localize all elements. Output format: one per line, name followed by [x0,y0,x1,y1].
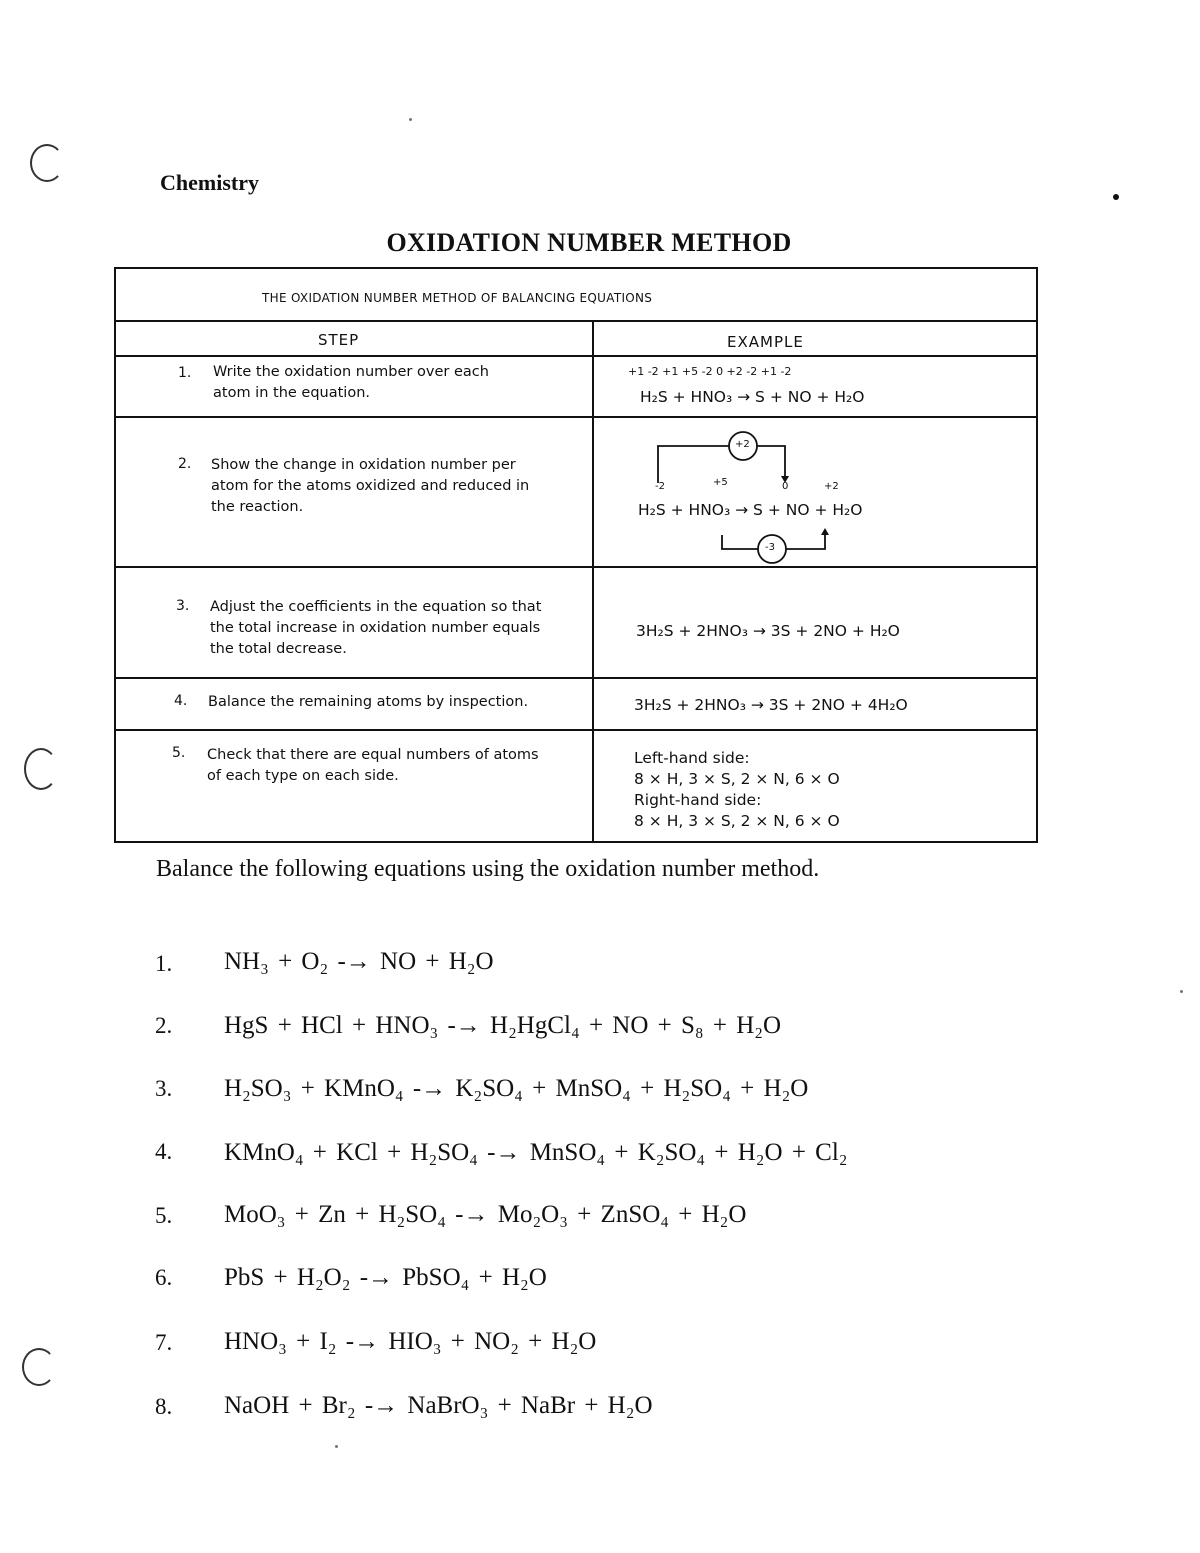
problem-number: 3. [155,1076,173,1101]
row-divider [116,416,1036,418]
problem-equation: PbS + H₂O₂ -→ PbSO₄ + H₂O [224,1264,547,1291]
problem-equation: NH₃ + O₂ -→ NO + H₂O [224,948,494,975]
method-table [114,267,1038,843]
example-equation: H₂S + HNO₃ → S + NO + H₂O [640,388,865,406]
oxidation-mark: 0 [782,481,789,492]
row-divider [116,729,1036,731]
step-number: 3. [176,598,190,614]
step-text: Check that there are equal numbers of atoms of each type on each side. [207,747,539,784]
row-divider [116,677,1036,679]
problem-equation: HNO₃ + I₂ -→ HIO₃ + NO₂ + H₂O [224,1328,597,1355]
table-caption-text: THE OXIDATION NUMBER METHOD OF BALANCING EQUATIONS [262,291,653,305]
problem-number: 4. [155,1139,173,1164]
problem-equation: HgS + HCl + HNO₃ -→ H₂HgCl₄ + NO + S₈ + H₂O [224,1012,782,1039]
step-number: 4. [174,693,188,709]
step-number: 1. [178,365,192,381]
problem-equation: H₂SO₃ + KMnO₄ -→ K₂SO₄ + MnSO₄ + H₂SO₄ + H₂O [224,1075,809,1102]
example-equation: 3H₂S + 2HNO₃ → 3S + 2NO + 4H₂O [634,696,908,714]
upper-change-value: +2 [735,439,750,450]
problem-number: 2. [155,1013,173,1038]
problem-equation: NaOH + Br₂ -→ NaBrO₃ + NaBr + H₂O [224,1392,653,1419]
check-line: Right-hand side: [634,791,762,809]
scan-speck [409,118,412,121]
subject-label: Chemistry [160,170,259,195]
check-line: 8 × H, 3 × S, 2 × N, 6 × O [634,770,840,788]
scan-speck [1113,194,1119,200]
step-number: 5. [172,745,186,761]
lower-change-value: -3 [765,542,775,553]
step-text: Adjust the coefficients in the equation so that the total increase in oxidation number equals the total decrease. [210,599,542,657]
problem-number: 5. [155,1203,173,1228]
oxidation-mark: -2 [655,481,665,492]
problem-equation: KMnO₄ + KCl + H₂SO₄ -→ MnSO₄ + K₂SO₄ + H₂O + Cl₂ [224,1139,848,1166]
row-divider [116,566,1036,568]
problem-number: 6. [155,1265,173,1290]
problem-number: 7. [155,1330,173,1355]
binder-hole-mark [30,144,64,182]
step-text: Write the oxidation number over each atom in the equation. [213,364,489,401]
row-divider [116,355,1036,357]
check-line: 8 × H, 3 × S, 2 × N, 6 × O [634,812,840,830]
step-text: Balance the remaining atoms by inspection. [208,694,529,710]
example-equation: 3H₂S + 2HNO₃ → 3S + 2NO + H₂O [636,622,900,640]
oxidation-mark: +5 [713,477,728,488]
column-header-example: EXAMPLE [727,333,804,351]
column-divider [592,322,594,843]
scan-speck [1180,990,1183,993]
binder-hole-mark [24,748,58,790]
step-number: 2. [178,456,192,472]
check-line: Left-hand side: [634,749,750,767]
scan-speck [335,1445,338,1448]
binder-hole-mark [22,1348,56,1386]
page-title: OXIDATION NUMBER METHOD [386,228,792,257]
problem-number: 1. [155,951,173,976]
problem-number: 8. [155,1394,173,1419]
oxidation-mark: +2 [824,481,839,492]
step-text: Show the change in oxidation number per atom for the atoms oxidized and reduced in the reaction. [211,457,530,515]
problem-equation: MoO₃ + Zn + H₂SO₄ -→ Mo₂O₃ + ZnSO₄ + H₂O [224,1201,747,1228]
instructions: Balance the following equations using the oxidation number method. [156,856,820,882]
example-equation: H₂S + HNO₃ → S + NO + H₂O [638,501,863,519]
oxidation-numbers: +1 -2 +1 +5 -2 0 +2 -2 +1 -2 [628,365,792,378]
table-caption [116,269,1036,322]
column-header-step: STEP [318,331,360,349]
